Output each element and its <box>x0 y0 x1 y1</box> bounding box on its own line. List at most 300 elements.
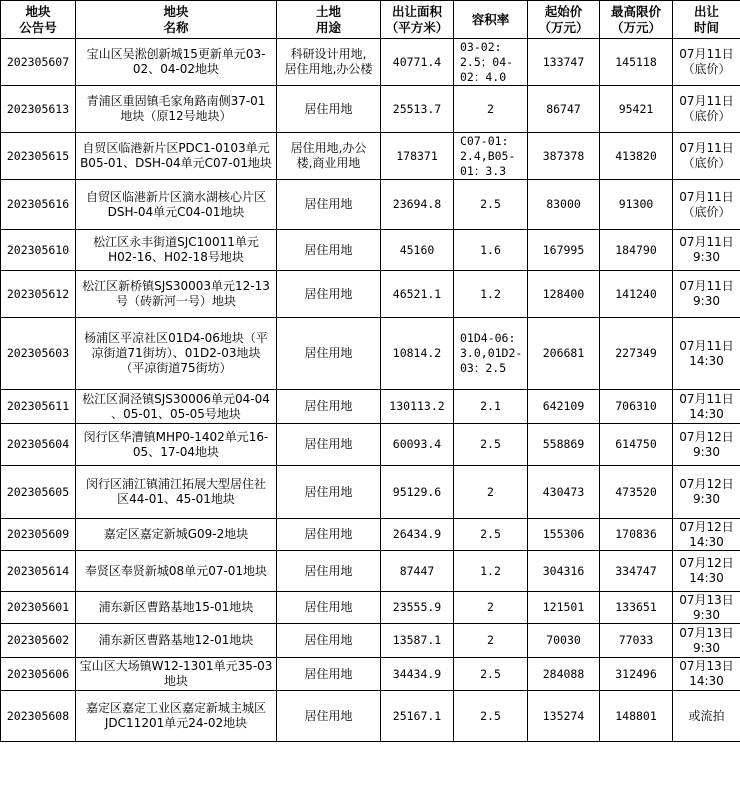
table-row <box>1 230 740 271</box>
plot-id-text: 202305606 <box>6 666 70 681</box>
plot-id <box>1 424 76 466</box>
start-price <box>528 271 600 318</box>
land-use <box>277 691 381 742</box>
far-text: 2 <box>487 633 494 647</box>
area-text: 60093.4 <box>392 437 442 451</box>
plot-name <box>76 180 277 230</box>
max-price-text: 706310 <box>615 399 657 413</box>
plot-name-text: 凉街道71街坊）、01D2-03地块 <box>91 346 261 360</box>
max-price <box>600 133 673 180</box>
header-text: 最高限价 <box>610 3 661 19</box>
far-text: 2.5 <box>480 666 501 681</box>
time <box>673 390 740 424</box>
area-text: 87447 <box>399 563 435 578</box>
time-text: 14:30 <box>689 571 724 585</box>
max-price-text: 95421 <box>618 101 654 116</box>
max-price <box>600 658 673 691</box>
plot-name <box>76 230 277 271</box>
far <box>454 133 528 180</box>
plot-name-text: 自贸区临港新片区PDC1-0103单元 <box>82 141 270 155</box>
far <box>454 86 528 133</box>
header-text: 名称 <box>163 19 189 35</box>
plot-id <box>1 624 76 658</box>
time-text: 07月12日 <box>679 556 734 570</box>
land-use-text: 居住用地 <box>304 242 353 257</box>
land-use-text: 楼,商业用地 <box>296 156 361 170</box>
plot-name-text: 地块 <box>163 674 188 688</box>
start-price <box>528 592 600 624</box>
start-price-text: 135274 <box>542 708 585 723</box>
area <box>381 86 454 133</box>
area <box>381 424 454 466</box>
time-text: 9:30 <box>693 607 720 622</box>
plot-id <box>1 519 76 551</box>
start-price <box>528 551 600 592</box>
time-text: 14:30 <box>689 674 724 688</box>
far <box>454 624 528 658</box>
far-text: 2.5 <box>480 708 501 723</box>
time-text: 14:30 <box>689 406 724 421</box>
time <box>673 230 740 271</box>
plot-name-text: 、05-01、05-05号地块 <box>111 406 241 421</box>
start-price-text: 304316 <box>542 563 585 578</box>
far-text: 1.2 <box>480 563 501 578</box>
max-price <box>600 691 673 742</box>
plot-id-text: 202305614 <box>6 563 70 578</box>
land-use <box>277 133 381 180</box>
plot-id <box>1 658 76 691</box>
area <box>381 271 454 318</box>
time <box>673 424 740 466</box>
start-price <box>528 318 600 390</box>
plot-name-text: 闵行区浦江镇浦江拓展大型居住社 <box>85 477 266 491</box>
time-text: 07月11日 <box>679 94 734 108</box>
time-text: 07月11日 <box>679 47 734 61</box>
start-price-text: 155306 <box>542 527 585 541</box>
start-price <box>528 624 600 658</box>
far-text: 03-02: <box>460 39 502 54</box>
time-text: 14:30 <box>689 534 724 549</box>
plot-name-text: 闵行区华漕镇MHP0-1402单元16- <box>83 429 269 444</box>
time-text: 9:30 <box>693 444 720 459</box>
max-price <box>600 592 673 624</box>
start-price-text: 430473 <box>542 484 585 499</box>
plot-id-text: 202305610 <box>6 242 70 257</box>
plot-name-text: 杨浦区平凉社区01D4-06地块（平 <box>84 331 268 345</box>
header-text: 容积率 <box>471 11 510 27</box>
header-far <box>454 1 528 39</box>
far-text: 2.5 <box>480 527 501 541</box>
start-price-text: 206681 <box>542 346 585 360</box>
plot-id <box>1 318 76 390</box>
start-price-text: 83000 <box>546 197 581 211</box>
start-price <box>528 424 600 466</box>
land-use-text: 科研设计用地, <box>290 47 367 61</box>
far <box>454 592 528 624</box>
land-use-text: 居住用地,办公 <box>290 141 367 155</box>
far <box>454 466 528 519</box>
max-price-text: 413820 <box>615 148 657 163</box>
plot-name-text: 奉贤区奉贤新城08单元07-01地块 <box>84 563 268 578</box>
time <box>673 624 740 658</box>
start-price <box>528 230 600 271</box>
max-price-text: 184790 <box>615 242 657 257</box>
time <box>673 133 740 180</box>
plot-id <box>1 691 76 742</box>
table-row <box>1 592 740 624</box>
area-text: 25513.7 <box>392 101 442 116</box>
max-price-text: 170836 <box>615 527 657 541</box>
header-text: （万元） <box>538 19 589 35</box>
area-text: 178371 <box>396 148 438 163</box>
land-use <box>277 180 381 230</box>
plot-name-text: 号（砖新河一号）地块 <box>115 294 236 308</box>
land-use-text: 居住用地 <box>304 666 353 681</box>
plot-id-text: 202305611 <box>6 399 70 413</box>
table-row <box>1 180 740 230</box>
time-text: 07月11日 <box>679 279 734 293</box>
plot-id <box>1 271 76 318</box>
max-price <box>600 624 673 658</box>
plot-name-text: （平凉街道75街坊） <box>120 361 232 375</box>
max-price <box>600 519 673 551</box>
start-price-text: 86747 <box>546 101 581 116</box>
time-text: 07月11日 <box>679 189 734 204</box>
time-text: 07月11日 <box>679 235 734 249</box>
plot-id-text: 202305613 <box>6 101 70 116</box>
plot-name <box>76 86 277 133</box>
max-price-text: 312496 <box>615 666 657 681</box>
time-text: 07月13日 <box>679 592 734 607</box>
plot-name-text: 02、04-02地块 <box>132 62 220 76</box>
start-price <box>528 519 600 551</box>
far-text: 2 <box>487 101 494 116</box>
time <box>673 39 740 86</box>
area-text: 26434.9 <box>392 527 442 541</box>
table-row <box>1 39 740 86</box>
start-price <box>528 133 600 180</box>
plot-name-text: JDC11201单元24-02地块 <box>104 716 248 730</box>
max-price <box>600 271 673 318</box>
far <box>454 551 528 592</box>
header-text: 用途 <box>315 19 341 35</box>
area <box>381 466 454 519</box>
header-plot-id <box>1 1 76 39</box>
far <box>454 271 528 318</box>
max-price-text: 227349 <box>615 346 657 360</box>
time <box>673 691 740 742</box>
land-use <box>277 424 381 466</box>
table-row <box>1 86 740 133</box>
time-text: 14:30 <box>689 353 724 368</box>
table-row <box>1 519 740 551</box>
far <box>454 39 528 86</box>
plot-name-text: DSH-04单元C04-01地块 <box>107 204 245 219</box>
max-price <box>600 551 673 592</box>
plot-id-text: 202305601 <box>6 600 70 614</box>
land-use <box>277 271 381 318</box>
start-price <box>528 658 600 691</box>
land-use-text: 居住用地 <box>304 197 353 211</box>
header-text: 起始价 <box>544 3 583 19</box>
max-price <box>600 39 673 86</box>
start-price-text: 133747 <box>542 54 585 69</box>
area <box>381 691 454 742</box>
time-text: 07月11日 <box>679 391 734 406</box>
far-text: 1.6 <box>480 242 501 257</box>
start-price <box>528 180 600 230</box>
start-price-text: 642109 <box>542 399 585 413</box>
table-row <box>1 133 740 180</box>
time <box>673 519 740 551</box>
time-text: 9:30 <box>693 640 720 655</box>
header-plot-name <box>76 1 277 39</box>
header-row <box>1 1 740 39</box>
plot-name-text: 区44-01、45-01地块 <box>117 492 235 506</box>
land-use-text: 居住用地 <box>304 437 353 451</box>
plot-id-text: 202305604 <box>6 437 70 451</box>
time-text: 07月13日 <box>679 625 734 640</box>
land-use <box>277 658 381 691</box>
max-price-text: 141240 <box>615 286 657 301</box>
time <box>673 592 740 624</box>
time-text: （底价） <box>682 109 731 123</box>
far-text: 01D4-06: <box>460 331 516 345</box>
area-text: 23555.9 <box>392 600 442 614</box>
plot-id-text: 202305607 <box>6 54 70 69</box>
plot-id <box>1 390 76 424</box>
time-text: （底价） <box>682 62 731 76</box>
area <box>381 133 454 180</box>
land-use <box>277 519 381 551</box>
table-row <box>1 318 740 390</box>
plot-name-text: 05、17-04地块 <box>132 444 220 459</box>
far-text: 3.0,01D2- <box>460 346 523 360</box>
time <box>673 318 740 390</box>
plot-name <box>76 691 277 742</box>
far <box>454 390 528 424</box>
table-row <box>1 624 740 658</box>
land-use <box>277 318 381 390</box>
time-text: 07月12日 <box>679 429 734 444</box>
area-text: 34434.9 <box>392 666 442 681</box>
time-text: 07月13日 <box>679 659 734 673</box>
far <box>454 230 528 271</box>
table-row <box>1 551 740 592</box>
far-text: 03：2.5 <box>460 361 507 375</box>
area <box>381 180 454 230</box>
table-row <box>1 424 740 466</box>
max-price-text: 77033 <box>618 633 654 647</box>
max-price <box>600 424 673 466</box>
land-use-text: 居住用地 <box>304 286 353 301</box>
plot-id <box>1 180 76 230</box>
start-price-text: 284088 <box>542 666 585 681</box>
time <box>673 551 740 592</box>
plot-name <box>76 271 277 318</box>
time <box>673 466 740 519</box>
max-price-text: 145118 <box>615 54 657 69</box>
far-text: 2 <box>487 484 494 499</box>
plot-name-text: 松江区洞泾镇SJS30006单元04-04 <box>82 391 270 406</box>
header-text: 地块 <box>25 3 51 19</box>
plot-name-text: 浦东新区曹路基地15-01地块 <box>98 600 254 614</box>
max-price <box>600 180 673 230</box>
plot-name-text: H02-16、H02-18号地块 <box>108 250 244 264</box>
plot-name <box>76 592 277 624</box>
start-price <box>528 466 600 519</box>
area <box>381 551 454 592</box>
land-use <box>277 592 381 624</box>
far-text: 01：3.3 <box>460 163 507 178</box>
max-price <box>600 466 673 519</box>
plot-id <box>1 551 76 592</box>
table-row <box>1 658 740 691</box>
table-row <box>1 390 740 424</box>
header-start-price <box>528 1 600 39</box>
plot-name-text: 宝山区吴淞创新城15更新单元03- <box>86 47 266 61</box>
land-use-text: 居住用地 <box>304 633 353 647</box>
header-text: 土地 <box>315 3 341 19</box>
time-text: 07月12日 <box>679 519 734 534</box>
max-price-text: 148801 <box>615 708 657 723</box>
time <box>673 658 740 691</box>
far <box>454 519 528 551</box>
start-price-text: 128400 <box>542 286 585 301</box>
plot-id <box>1 466 76 519</box>
table-row <box>1 466 740 519</box>
header-time <box>673 1 740 39</box>
time-text: 9:30 <box>693 492 720 506</box>
plot-name-text: 宝山区大场镇W12-1301单元35-03 <box>79 659 273 673</box>
area <box>381 624 454 658</box>
area-text: 23694.8 <box>392 197 442 211</box>
far-text: 2.4,B05- <box>460 148 516 163</box>
far <box>454 318 528 390</box>
time-text: 07月12日 <box>679 477 734 491</box>
header-land-use <box>277 1 381 39</box>
land-use <box>277 230 381 271</box>
time-text: 07月11日 <box>679 338 734 353</box>
land-use <box>277 39 381 86</box>
start-price-text: 70030 <box>546 633 581 647</box>
area <box>381 390 454 424</box>
area-text: 46521.1 <box>392 286 442 301</box>
plot-name <box>76 318 277 390</box>
start-price <box>528 691 600 742</box>
header-text: 时间 <box>693 19 719 35</box>
max-price-text: 133651 <box>615 600 657 614</box>
land-use-text: 居住用地 <box>304 563 353 578</box>
plot-id-text: 202305608 <box>6 708 70 723</box>
plot-name <box>76 624 277 658</box>
plot-name-text: B05-01、DSH-04单元C07-01地块 <box>80 156 272 170</box>
area-text: 13587.1 <box>392 633 442 647</box>
plot-name <box>76 551 277 592</box>
land-use-text: 居住用地 <box>304 527 353 541</box>
header-text: （万元） <box>610 19 661 35</box>
plot-name-text: 嘉定区嘉定新城G09-2地块 <box>103 527 249 541</box>
far-text: 02：4.0 <box>460 69 507 84</box>
area <box>381 230 454 271</box>
header-max-price <box>600 1 673 39</box>
header-text: 地块 <box>163 3 189 19</box>
plot-id <box>1 230 76 271</box>
land-use <box>277 624 381 658</box>
time <box>673 86 740 133</box>
area-text: 45160 <box>399 242 435 257</box>
far <box>454 180 528 230</box>
plot-id-text: 202305615 <box>6 148 70 163</box>
plot-name <box>76 658 277 691</box>
area <box>381 318 454 390</box>
start-price <box>528 39 600 86</box>
header-text: 出让 <box>693 3 719 19</box>
far-text: 2.1 <box>480 399 501 413</box>
max-price <box>600 390 673 424</box>
land-use-text: 居住用地 <box>304 399 353 413</box>
plot-name-text: 自贸区临港新片区滴水湖核心片区 <box>85 189 266 204</box>
plot-name <box>76 133 277 180</box>
time-text: （底价） <box>682 204 731 219</box>
area <box>381 519 454 551</box>
area-text: 130113.2 <box>389 399 445 413</box>
plot-name <box>76 466 277 519</box>
land-use-text: 居住用地,办公楼 <box>284 62 373 76</box>
plot-name-text: 嘉定区嘉定工业区嘉定新城主城区 <box>85 701 266 715</box>
max-price-text: 334747 <box>615 563 657 578</box>
table-row <box>1 691 740 742</box>
start-price <box>528 390 600 424</box>
land-use-text: 居住用地 <box>304 600 353 614</box>
land-use <box>277 466 381 519</box>
time-text: 9:30 <box>693 294 720 308</box>
plot-name-text: 浦东新区曹路基地12-01地块 <box>98 633 254 647</box>
far <box>454 424 528 466</box>
plot-name <box>76 424 277 466</box>
start-price-text: 167995 <box>542 242 585 257</box>
area-text: 95129.6 <box>392 484 442 499</box>
time-text: 9:30 <box>693 250 720 264</box>
start-price-text: 558869 <box>542 437 585 451</box>
land-use-text: 居住用地 <box>304 484 353 499</box>
max-price <box>600 86 673 133</box>
start-price-text: 121501 <box>542 600 585 614</box>
land-use-text: 居住用地 <box>304 101 353 116</box>
far-text: 2.5 <box>480 437 501 451</box>
plot-name-text: 地块（原12号地块） <box>120 109 232 123</box>
time <box>673 180 740 230</box>
land-use <box>277 390 381 424</box>
area-text: 40771.4 <box>392 54 442 69</box>
header-area <box>381 1 454 39</box>
start-price <box>528 86 600 133</box>
plot-id-text: 202305616 <box>6 197 70 211</box>
header-text: （平方米） <box>385 19 449 35</box>
time-text: （底价） <box>682 156 731 170</box>
far-text: 1.2 <box>480 286 501 301</box>
far-text: 2 <box>487 600 494 614</box>
plot-id-text: 202305609 <box>6 527 70 541</box>
plot-name <box>76 390 277 424</box>
area-text: 25167.1 <box>392 708 442 723</box>
plot-name <box>76 39 277 86</box>
time <box>673 271 740 318</box>
area <box>381 39 454 86</box>
header-text: 出让面积 <box>391 3 442 19</box>
area <box>381 658 454 691</box>
land-use <box>277 86 381 133</box>
